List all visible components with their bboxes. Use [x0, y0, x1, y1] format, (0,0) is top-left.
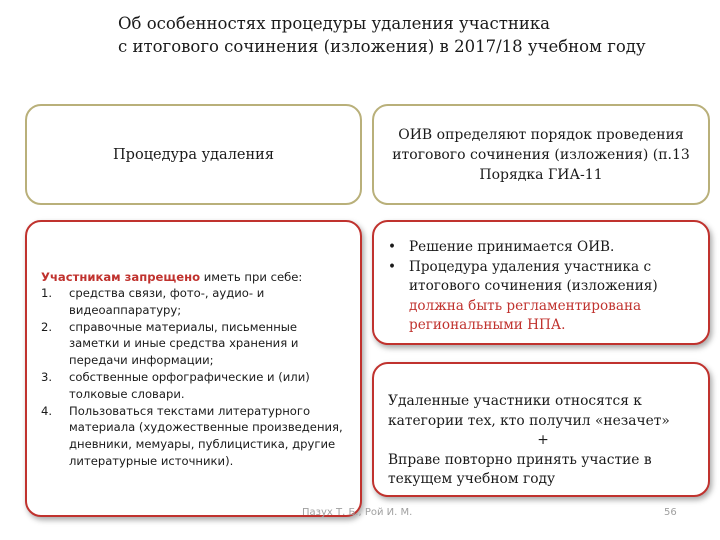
title-line-2: с итогового сочинения (изложения) в 2017/18 учебном году [118, 37, 646, 56]
list-item-number: 3. [41, 369, 53, 384]
oiv-text: ОИВ определяют порядок проведения итогового сочинения (изложения) (п.13 Порядка ГИА-11 [392, 126, 690, 183]
oiv-box [372, 104, 710, 205]
footer-author: Пазух Т. Б., Рой И. М. [302, 507, 413, 518]
list-item [386, 238, 698, 258]
removed-text [388, 392, 698, 490]
prohibited-heading-red: Участникам запрещено [41, 270, 201, 284]
list-item [386, 258, 698, 336]
decision-item-2-text: Процедура удаления участника с итогового сочинения (изложения) [409, 258, 658, 294]
list-item-text: справочные материалы, письменные заметки и иные средства хранения и передачи информации; [69, 319, 299, 368]
decision-list [386, 238, 698, 336]
list-item-number: 4. [41, 403, 53, 418]
removed-line-2: Вправе повторно принять участие в текущем учебном году [388, 451, 652, 487]
list-item [41, 369, 348, 403]
removed-line-1: Удаленные участники относятся к категории тех, кто получил «незачет» [388, 393, 670, 429]
decision-item-2-emphasis: должна быть регламентирована региональными НПА. [409, 297, 642, 333]
plus-sign: + [537, 432, 549, 448]
list-item-number: 2. [41, 319, 53, 334]
bullet-icon: • [388, 258, 397, 275]
list-item-number: 1. [41, 286, 53, 300]
list-item-text: Пользоваться текстами литературного материала (художественные произведения, дневники, мемуары, публицистика, другие литературные источники). [69, 403, 343, 468]
procedure-label: Процедура удаления [113, 146, 274, 163]
prohibited-heading [41, 269, 348, 285]
list-item [41, 319, 348, 369]
list-item [41, 285, 348, 319]
removed-participants-box [372, 362, 710, 497]
decision-item-1: Решение принимается ОИВ. [409, 239, 615, 255]
decision-box [372, 220, 710, 345]
title-line-1: Об особенностях процедуры удаления участника [118, 14, 551, 33]
prohibited-heading-rest: иметь при себе: [200, 270, 303, 284]
list-item-text: собственные орфографические и (или) толковые словари. [69, 369, 310, 401]
list-item-text: средства связи, фото-, аудио- и видеоаппаратуру; [69, 286, 265, 317]
slide-title [118, 12, 698, 58]
page-number: 56 [664, 507, 677, 518]
procedure-box [25, 104, 362, 205]
bullet-icon: • [388, 239, 397, 255]
prohibited-list [41, 285, 348, 470]
prohibited-items-box [25, 220, 362, 517]
list-item [41, 403, 348, 470]
